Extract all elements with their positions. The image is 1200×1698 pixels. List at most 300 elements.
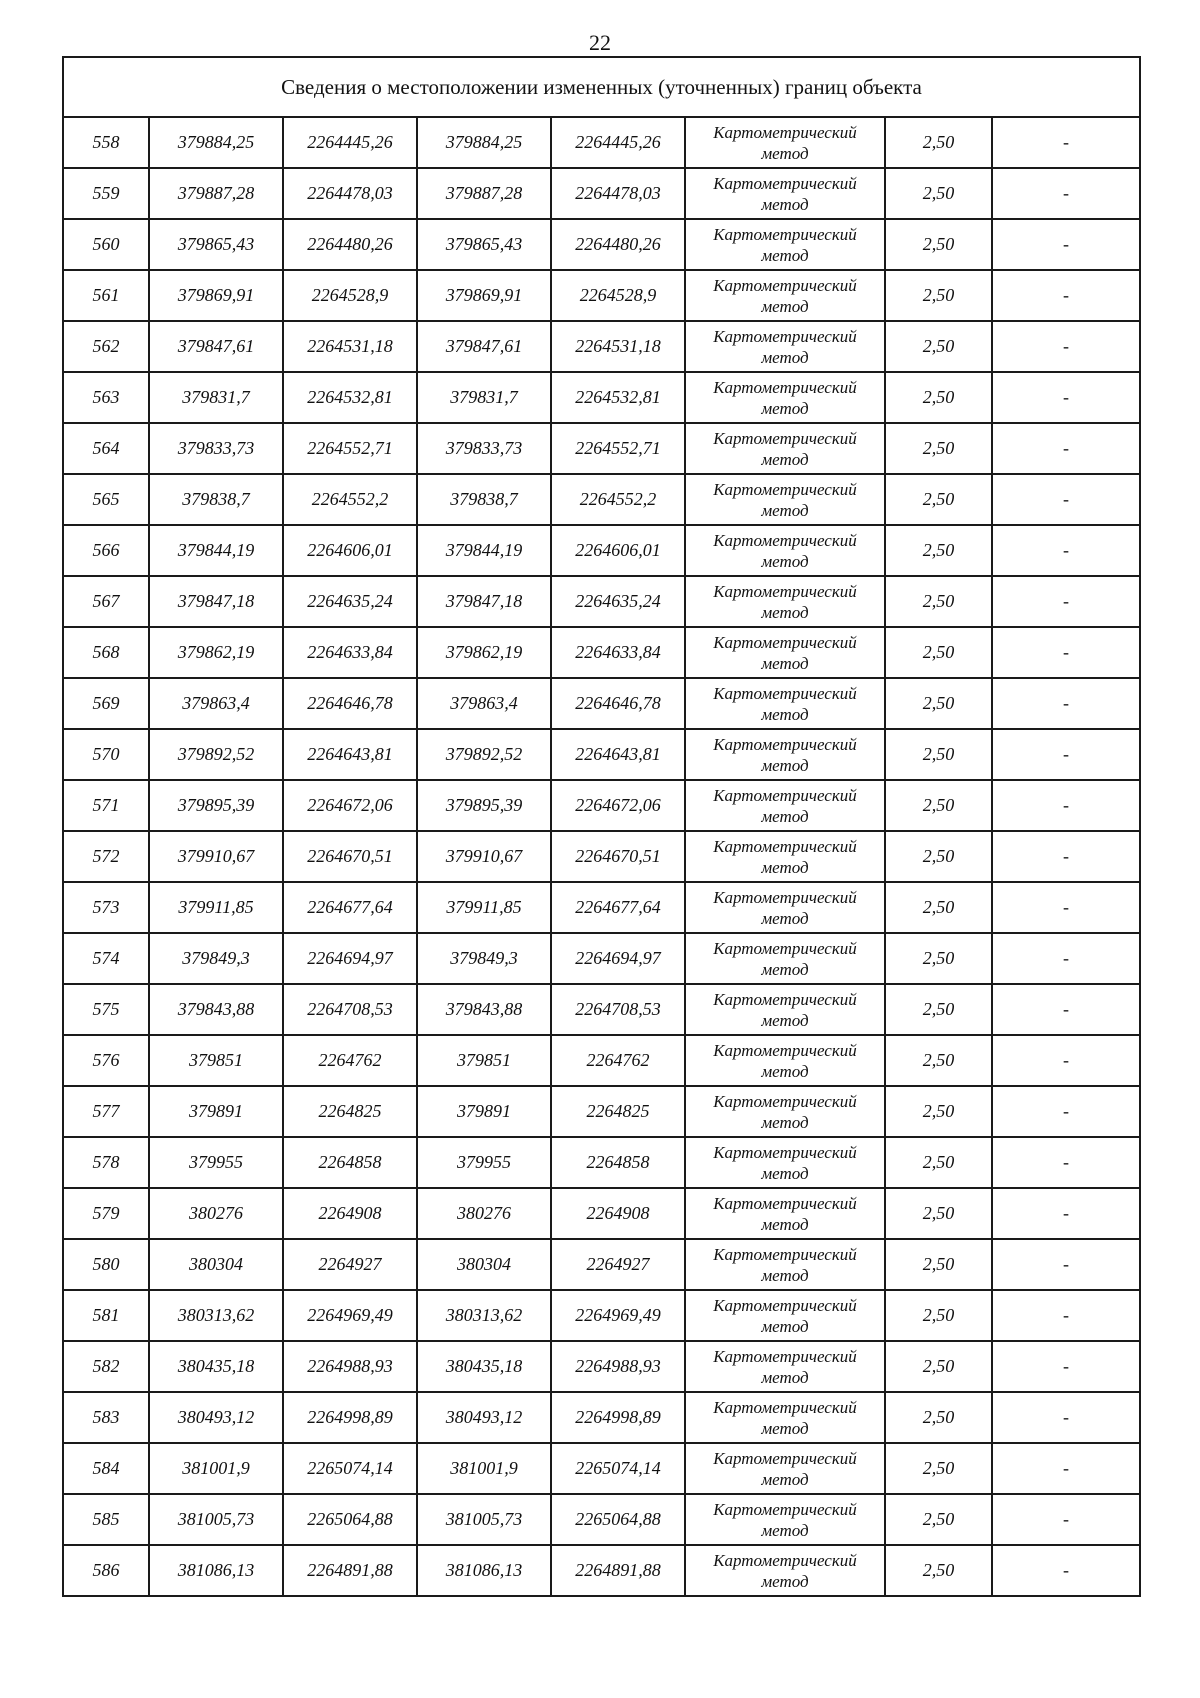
refined-x-cell: 379863,4 xyxy=(417,678,551,729)
method-line-2: метод xyxy=(761,1316,809,1336)
refined-x-cell: 381005,73 xyxy=(417,1494,551,1545)
method-cell xyxy=(685,474,885,525)
accuracy-cell: 2,50 xyxy=(885,1341,992,1392)
note-cell: - xyxy=(992,1035,1140,1086)
note-cell: - xyxy=(992,627,1140,678)
refined-y-cell: 2264694,97 xyxy=(551,933,685,984)
refined-x-cell: 379851 xyxy=(417,1035,551,1086)
accuracy-cell: 2,50 xyxy=(885,1290,992,1341)
table-row xyxy=(63,627,1140,678)
table-title-row xyxy=(63,57,1140,117)
refined-y-cell: 2264635,24 xyxy=(551,576,685,627)
point-number-cell: 578 xyxy=(63,1137,149,1188)
accuracy-cell: 2,50 xyxy=(885,882,992,933)
table-row xyxy=(63,1035,1140,1086)
point-number-cell: 583 xyxy=(63,1392,149,1443)
method-cell xyxy=(685,729,885,780)
refined-y-cell: 2264633,84 xyxy=(551,627,685,678)
refined-y-cell: 2264606,01 xyxy=(551,525,685,576)
refined-y-cell: 2265074,14 xyxy=(551,1443,685,1494)
existing-x-cell: 379862,19 xyxy=(149,627,283,678)
point-number-cell: 572 xyxy=(63,831,149,882)
table-row xyxy=(63,1341,1140,1392)
table-row xyxy=(63,1086,1140,1137)
method-line-1: Картометрический xyxy=(713,1193,857,1213)
refined-y-cell: 2264643,81 xyxy=(551,729,685,780)
refined-x-cell: 380313,62 xyxy=(417,1290,551,1341)
method-line-2: метод xyxy=(761,806,809,826)
method-cell xyxy=(685,882,885,933)
refined-x-cell: 379838,7 xyxy=(417,474,551,525)
existing-x-cell: 379838,7 xyxy=(149,474,283,525)
point-number-cell: 568 xyxy=(63,627,149,678)
method-line-1: Картометрический xyxy=(713,1295,857,1315)
table-row xyxy=(63,474,1140,525)
method-line-1: Картометрический xyxy=(713,632,857,652)
refined-x-cell: 379844,19 xyxy=(417,525,551,576)
method-line-2: метод xyxy=(761,602,809,622)
existing-x-cell: 380313,62 xyxy=(149,1290,283,1341)
point-number-cell: 580 xyxy=(63,1239,149,1290)
point-number-cell: 571 xyxy=(63,780,149,831)
method-line-1: Картометрический xyxy=(713,683,857,703)
table-row xyxy=(63,729,1140,780)
accuracy-cell: 2,50 xyxy=(885,729,992,780)
refined-x-cell: 379862,19 xyxy=(417,627,551,678)
refined-x-cell: 379910,67 xyxy=(417,831,551,882)
existing-y-cell: 2264643,81 xyxy=(283,729,417,780)
point-number-cell: 573 xyxy=(63,882,149,933)
method-cell xyxy=(685,1239,885,1290)
refined-y-cell: 2264988,93 xyxy=(551,1341,685,1392)
table-row xyxy=(63,1494,1140,1545)
existing-x-cell: 379891 xyxy=(149,1086,283,1137)
existing-y-cell: 2264635,24 xyxy=(283,576,417,627)
method-line-1: Картометрический xyxy=(713,938,857,958)
method-line-1: Картометрический xyxy=(713,785,857,805)
existing-y-cell: 2264552,2 xyxy=(283,474,417,525)
method-line-1: Картометрический xyxy=(713,581,857,601)
refined-y-cell: 2264670,51 xyxy=(551,831,685,882)
accuracy-cell: 2,50 xyxy=(885,525,992,576)
existing-x-cell: 381005,73 xyxy=(149,1494,283,1545)
method-line-2: метод xyxy=(761,755,809,775)
point-number-cell: 565 xyxy=(63,474,149,525)
accuracy-cell: 2,50 xyxy=(885,933,992,984)
method-line-1: Картометрический xyxy=(713,428,857,448)
existing-y-cell: 2264670,51 xyxy=(283,831,417,882)
method-cell xyxy=(685,984,885,1035)
point-number-cell: 581 xyxy=(63,1290,149,1341)
refined-y-cell: 2264891,88 xyxy=(551,1545,685,1596)
existing-y-cell: 2264708,53 xyxy=(283,984,417,1035)
method-line-2: метод xyxy=(761,908,809,928)
refined-x-cell: 380276 xyxy=(417,1188,551,1239)
method-line-2: метод xyxy=(761,500,809,520)
note-cell: - xyxy=(992,525,1140,576)
existing-x-cell: 379831,7 xyxy=(149,372,283,423)
method-line-1: Картометрический xyxy=(713,1040,857,1060)
method-line-1: Картометрический xyxy=(713,1091,857,1111)
method-cell xyxy=(685,933,885,984)
note-cell: - xyxy=(992,882,1140,933)
note-cell: - xyxy=(992,1188,1140,1239)
refined-y-cell: 2264908 xyxy=(551,1188,685,1239)
table-row xyxy=(63,780,1140,831)
existing-y-cell: 2264858 xyxy=(283,1137,417,1188)
existing-x-cell: 379849,3 xyxy=(149,933,283,984)
method-cell xyxy=(685,1137,885,1188)
note-cell: - xyxy=(992,1137,1140,1188)
method-cell xyxy=(685,1545,885,1596)
refined-y-cell: 2264646,78 xyxy=(551,678,685,729)
existing-y-cell: 2264908 xyxy=(283,1188,417,1239)
method-line-1: Картометрический xyxy=(713,479,857,499)
method-cell xyxy=(685,780,885,831)
note-cell: - xyxy=(992,1545,1140,1596)
accuracy-cell: 2,50 xyxy=(885,627,992,678)
point-number-cell: 563 xyxy=(63,372,149,423)
existing-x-cell: 379911,85 xyxy=(149,882,283,933)
existing-x-cell: 379863,4 xyxy=(149,678,283,729)
point-number-cell: 570 xyxy=(63,729,149,780)
existing-y-cell: 2264478,03 xyxy=(283,168,417,219)
accuracy-cell: 2,50 xyxy=(885,219,992,270)
table-row xyxy=(63,219,1140,270)
method-line-2: метод xyxy=(761,704,809,724)
refined-x-cell: 379891 xyxy=(417,1086,551,1137)
existing-x-cell: 381001,9 xyxy=(149,1443,283,1494)
refined-y-cell: 2264969,49 xyxy=(551,1290,685,1341)
method-cell xyxy=(685,321,885,372)
accuracy-cell: 2,50 xyxy=(885,984,992,1035)
point-number-cell: 584 xyxy=(63,1443,149,1494)
method-line-1: Картометрический xyxy=(713,1499,857,1519)
note-cell: - xyxy=(992,1086,1140,1137)
point-number-cell: 560 xyxy=(63,219,149,270)
accuracy-cell: 2,50 xyxy=(885,1239,992,1290)
existing-y-cell: 2264998,89 xyxy=(283,1392,417,1443)
point-number-cell: 576 xyxy=(63,1035,149,1086)
table-row xyxy=(63,1188,1140,1239)
method-line-1: Картометрический xyxy=(713,887,857,907)
table-row xyxy=(63,1392,1140,1443)
refined-x-cell: 380493,12 xyxy=(417,1392,551,1443)
point-number-cell: 575 xyxy=(63,984,149,1035)
note-cell: - xyxy=(992,423,1140,474)
refined-y-cell: 2264445,26 xyxy=(551,117,685,168)
method-line-2: метод xyxy=(761,245,809,265)
method-cell xyxy=(685,1290,885,1341)
note-cell: - xyxy=(992,1341,1140,1392)
method-cell xyxy=(685,1341,885,1392)
note-cell: - xyxy=(992,321,1140,372)
method-line-2: метод xyxy=(761,398,809,418)
refined-x-cell: 379833,73 xyxy=(417,423,551,474)
table-row xyxy=(63,423,1140,474)
note-cell: - xyxy=(992,780,1140,831)
existing-y-cell: 2264927 xyxy=(283,1239,417,1290)
existing-y-cell: 2264969,49 xyxy=(283,1290,417,1341)
method-cell xyxy=(685,372,885,423)
existing-y-cell: 2264762 xyxy=(283,1035,417,1086)
method-line-2: метод xyxy=(761,143,809,163)
note-cell: - xyxy=(992,1290,1140,1341)
refined-y-cell: 2264825 xyxy=(551,1086,685,1137)
refined-y-cell: 2264927 xyxy=(551,1239,685,1290)
note-cell: - xyxy=(992,372,1140,423)
existing-x-cell: 379851 xyxy=(149,1035,283,1086)
existing-x-cell: 380304 xyxy=(149,1239,283,1290)
accuracy-cell: 2,50 xyxy=(885,1494,992,1545)
method-line-1: Картометрический xyxy=(713,734,857,754)
method-cell xyxy=(685,1494,885,1545)
method-cell xyxy=(685,117,885,168)
note-cell: - xyxy=(992,729,1140,780)
method-line-2: метод xyxy=(761,1367,809,1387)
note-cell: - xyxy=(992,831,1140,882)
method-line-2: метод xyxy=(761,857,809,877)
existing-y-cell: 2264891,88 xyxy=(283,1545,417,1596)
existing-x-cell: 379847,18 xyxy=(149,576,283,627)
refined-y-cell: 2264532,81 xyxy=(551,372,685,423)
existing-y-cell: 2264694,97 xyxy=(283,933,417,984)
method-line-1: Картометрический xyxy=(713,224,857,244)
existing-x-cell: 379910,67 xyxy=(149,831,283,882)
method-line-2: метод xyxy=(761,1010,809,1030)
refined-x-cell: 379865,43 xyxy=(417,219,551,270)
existing-y-cell: 2264445,26 xyxy=(283,117,417,168)
method-line-1: Картометрический xyxy=(713,275,857,295)
accuracy-cell: 2,50 xyxy=(885,678,992,729)
method-cell xyxy=(685,423,885,474)
method-cell xyxy=(685,525,885,576)
existing-x-cell: 380435,18 xyxy=(149,1341,283,1392)
existing-x-cell: 379844,19 xyxy=(149,525,283,576)
refined-x-cell: 379895,39 xyxy=(417,780,551,831)
note-cell: - xyxy=(992,219,1140,270)
method-line-2: метод xyxy=(761,1469,809,1489)
point-number-cell: 582 xyxy=(63,1341,149,1392)
existing-x-cell: 379892,52 xyxy=(149,729,283,780)
table-row xyxy=(63,321,1140,372)
existing-x-cell: 379869,91 xyxy=(149,270,283,321)
refined-x-cell: 379847,18 xyxy=(417,576,551,627)
accuracy-cell: 2,50 xyxy=(885,372,992,423)
table-row xyxy=(63,576,1140,627)
refined-x-cell: 380304 xyxy=(417,1239,551,1290)
point-number-cell: 567 xyxy=(63,576,149,627)
refined-y-cell: 2264858 xyxy=(551,1137,685,1188)
table-row xyxy=(63,882,1140,933)
existing-x-cell: 381086,13 xyxy=(149,1545,283,1596)
method-line-2: метод xyxy=(761,1571,809,1591)
method-line-1: Картометрический xyxy=(713,989,857,1009)
note-cell: - xyxy=(992,168,1140,219)
refined-y-cell: 2264531,18 xyxy=(551,321,685,372)
existing-y-cell: 2264646,78 xyxy=(283,678,417,729)
accuracy-cell: 2,50 xyxy=(885,1392,992,1443)
existing-y-cell: 2264532,81 xyxy=(283,372,417,423)
existing-y-cell: 2264672,06 xyxy=(283,780,417,831)
table-row xyxy=(63,525,1140,576)
existing-y-cell: 2265064,88 xyxy=(283,1494,417,1545)
point-number-cell: 561 xyxy=(63,270,149,321)
refined-x-cell: 379911,85 xyxy=(417,882,551,933)
note-cell: - xyxy=(992,1239,1140,1290)
method-line-2: метод xyxy=(761,1520,809,1540)
refined-x-cell: 380435,18 xyxy=(417,1341,551,1392)
method-line-2: метод xyxy=(761,1265,809,1285)
note-cell: - xyxy=(992,576,1140,627)
note-cell: - xyxy=(992,270,1140,321)
note-cell: - xyxy=(992,117,1140,168)
accuracy-cell: 2,50 xyxy=(885,1035,992,1086)
refined-y-cell: 2264552,71 xyxy=(551,423,685,474)
refined-y-cell: 2264478,03 xyxy=(551,168,685,219)
existing-x-cell: 379887,28 xyxy=(149,168,283,219)
table-row xyxy=(63,372,1140,423)
method-cell xyxy=(685,1035,885,1086)
refined-x-cell: 379869,91 xyxy=(417,270,551,321)
table-row xyxy=(63,168,1140,219)
note-cell: - xyxy=(992,678,1140,729)
refined-x-cell: 379887,28 xyxy=(417,168,551,219)
accuracy-cell: 2,50 xyxy=(885,423,992,474)
existing-x-cell: 379865,43 xyxy=(149,219,283,270)
method-line-1: Картометрический xyxy=(713,530,857,550)
note-cell: - xyxy=(992,1443,1140,1494)
existing-x-cell: 379847,61 xyxy=(149,321,283,372)
method-line-2: метод xyxy=(761,653,809,673)
point-number-cell: 559 xyxy=(63,168,149,219)
method-line-1: Картометрический xyxy=(713,1397,857,1417)
refined-x-cell: 379849,3 xyxy=(417,933,551,984)
point-number-cell: 558 xyxy=(63,117,149,168)
point-number-cell: 574 xyxy=(63,933,149,984)
method-line-1: Картометрический xyxy=(713,1142,857,1162)
method-line-2: метод xyxy=(761,194,809,214)
existing-y-cell: 2264677,64 xyxy=(283,882,417,933)
note-cell: - xyxy=(992,984,1140,1035)
accuracy-cell: 2,50 xyxy=(885,780,992,831)
accuracy-cell: 2,50 xyxy=(885,321,992,372)
refined-y-cell: 2264708,53 xyxy=(551,984,685,1035)
note-cell: - xyxy=(992,474,1140,525)
existing-x-cell: 379843,88 xyxy=(149,984,283,1035)
accuracy-cell: 2,50 xyxy=(885,576,992,627)
point-number-cell: 562 xyxy=(63,321,149,372)
refined-x-cell: 379884,25 xyxy=(417,117,551,168)
point-number-cell: 569 xyxy=(63,678,149,729)
method-line-2: метод xyxy=(761,1061,809,1081)
method-cell xyxy=(685,270,885,321)
method-line-2: метод xyxy=(761,959,809,979)
page-number: 22 xyxy=(589,30,611,55)
method-cell xyxy=(685,678,885,729)
point-number-cell: 566 xyxy=(63,525,149,576)
method-line-2: метод xyxy=(761,1214,809,1234)
refined-y-cell: 2264677,64 xyxy=(551,882,685,933)
method-cell xyxy=(685,1392,885,1443)
existing-x-cell: 379833,73 xyxy=(149,423,283,474)
method-line-2: метод xyxy=(761,1163,809,1183)
method-line-1: Картометрический xyxy=(713,326,857,346)
refined-x-cell: 379892,52 xyxy=(417,729,551,780)
refined-x-cell: 379955 xyxy=(417,1137,551,1188)
refined-x-cell: 379831,7 xyxy=(417,372,551,423)
table-row xyxy=(63,1239,1140,1290)
method-line-2: метод xyxy=(761,1418,809,1438)
note-cell: - xyxy=(992,1494,1140,1545)
table-row xyxy=(63,984,1140,1035)
method-line-2: метод xyxy=(761,1112,809,1132)
refined-y-cell: 2265064,88 xyxy=(551,1494,685,1545)
refined-y-cell: 2264552,2 xyxy=(551,474,685,525)
method-line-1: Картометрический xyxy=(713,173,857,193)
accuracy-cell: 2,50 xyxy=(885,1137,992,1188)
table-body xyxy=(63,117,1140,1596)
method-line-1: Картометрический xyxy=(713,836,857,856)
point-number-cell: 586 xyxy=(63,1545,149,1596)
accuracy-cell: 2,50 xyxy=(885,1188,992,1239)
table-row xyxy=(63,1137,1140,1188)
accuracy-cell: 2,50 xyxy=(885,831,992,882)
accuracy-cell: 2,50 xyxy=(885,1443,992,1494)
method-cell xyxy=(685,831,885,882)
refined-x-cell: 379843,88 xyxy=(417,984,551,1035)
boundary-table xyxy=(62,56,1141,1597)
accuracy-cell: 2,50 xyxy=(885,117,992,168)
refined-y-cell: 2264672,06 xyxy=(551,780,685,831)
refined-x-cell: 379847,61 xyxy=(417,321,551,372)
refined-y-cell: 2264480,26 xyxy=(551,219,685,270)
accuracy-cell: 2,50 xyxy=(885,270,992,321)
method-cell xyxy=(685,168,885,219)
method-cell xyxy=(685,1443,885,1494)
table-row xyxy=(63,831,1140,882)
point-number-cell: 585 xyxy=(63,1494,149,1545)
method-cell xyxy=(685,1086,885,1137)
accuracy-cell: 2,50 xyxy=(885,474,992,525)
method-cell xyxy=(685,576,885,627)
existing-x-cell: 380493,12 xyxy=(149,1392,283,1443)
note-cell: - xyxy=(992,1392,1140,1443)
existing-y-cell: 2264480,26 xyxy=(283,219,417,270)
method-line-1: Картометрический xyxy=(713,1550,857,1570)
existing-y-cell: 2264606,01 xyxy=(283,525,417,576)
method-line-1: Картометрический xyxy=(713,1448,857,1468)
existing-y-cell: 2264633,84 xyxy=(283,627,417,678)
method-cell xyxy=(685,1188,885,1239)
existing-y-cell: 2265074,14 xyxy=(283,1443,417,1494)
refined-x-cell: 381086,13 xyxy=(417,1545,551,1596)
table-row xyxy=(63,678,1140,729)
refined-y-cell: 2264998,89 xyxy=(551,1392,685,1443)
existing-y-cell: 2264531,18 xyxy=(283,321,417,372)
method-cell xyxy=(685,627,885,678)
existing-x-cell: 379884,25 xyxy=(149,117,283,168)
point-number-cell: 564 xyxy=(63,423,149,474)
method-line-2: метод xyxy=(761,449,809,469)
refined-x-cell: 381001,9 xyxy=(417,1443,551,1494)
existing-y-cell: 2264825 xyxy=(283,1086,417,1137)
method-line-1: Картометрический xyxy=(713,377,857,397)
existing-x-cell: 379955 xyxy=(149,1137,283,1188)
method-line-1: Картометрический xyxy=(713,122,857,142)
table-row xyxy=(63,270,1140,321)
table-row xyxy=(63,1545,1140,1596)
